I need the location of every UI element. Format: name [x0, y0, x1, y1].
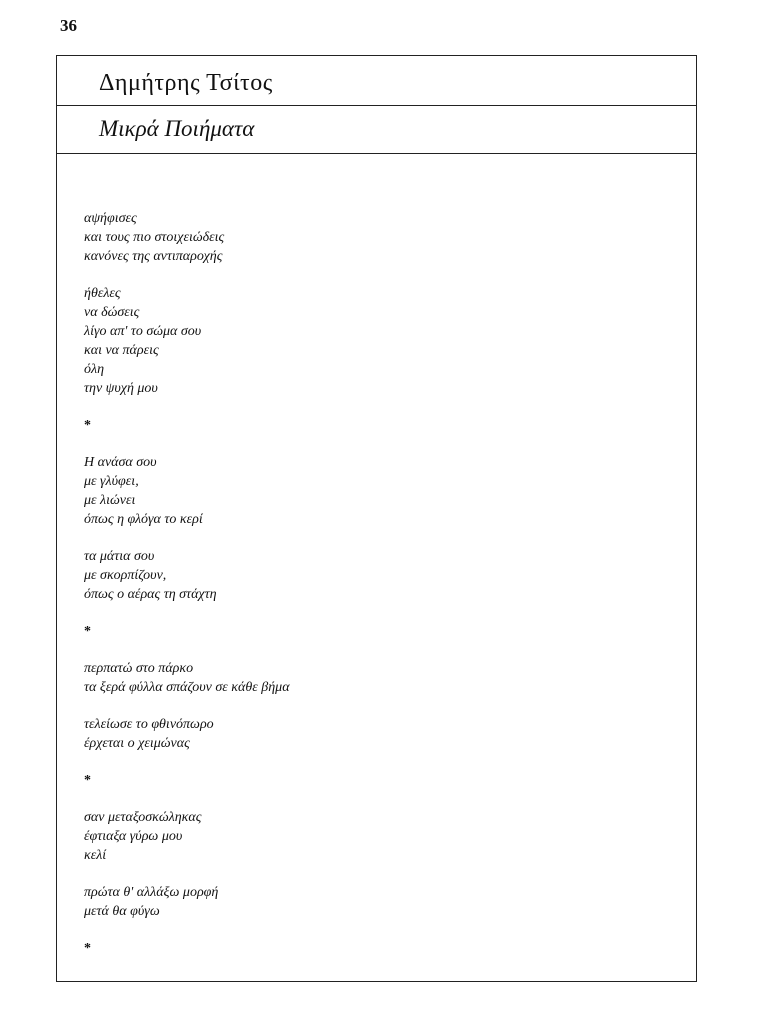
poem-line: όπως ο αέρας τη στάχτη [84, 587, 217, 602]
poem-line: τελείωσε το φθινόπωρο [84, 717, 214, 732]
poem-line: και τους πιο στοιχειώδεις [84, 230, 225, 245]
stanza [84, 883, 290, 921]
poem [84, 808, 290, 958]
stanza [84, 209, 290, 266]
stanza [84, 808, 290, 865]
poem-frame [56, 55, 697, 982]
asterisk-separator: * [84, 624, 91, 639]
author-row [57, 56, 696, 106]
poem-line: περπατώ στο πάρκο [84, 661, 194, 676]
stanza [84, 453, 290, 529]
poem-line: με γλύφει, [84, 474, 139, 489]
poem-line: με σκορπίζουν, [84, 568, 167, 583]
asterisk-separator: * [84, 773, 91, 788]
poem-line: σαν μεταξοσκώληκας [84, 810, 202, 825]
poem-line: και να πάρεις [84, 343, 159, 358]
asterisk-separator: * [84, 418, 91, 433]
poem-line: τα ξερά φύλλα σπάζουν σε κάθε βήμα [84, 680, 290, 695]
poem [84, 209, 290, 435]
title-row [57, 106, 696, 154]
poem-line: κανόνες της αντιπαροχής [84, 249, 223, 264]
stanza [84, 284, 290, 398]
asterisk-separator: * [84, 941, 91, 956]
poem [84, 659, 290, 790]
poem-line: Η ανάσα σου [84, 455, 157, 470]
poems-body [84, 209, 290, 976]
poem-line: ήθελες [84, 286, 121, 301]
poem-line: μετά θα φύγω [84, 904, 160, 919]
poem-line: όλη [84, 362, 105, 377]
poem-line: πρώτα θ' αλλάξω μορφή [84, 885, 219, 900]
stanza [84, 547, 290, 604]
poem-line: να δώσεις [84, 305, 140, 320]
poem-line: αψήφισες [84, 211, 137, 226]
poem-line: λίγο απ' το σώμα σου [84, 324, 202, 339]
page-number: 36 [60, 16, 77, 35]
poem-line: όπως η φλόγα το κερί [84, 512, 203, 527]
poem [84, 453, 290, 641]
poem-line: την ψυχή μου [84, 381, 158, 396]
author-name: Δημήτρης Τσίτος [99, 70, 273, 96]
poem-line: έρχεται ο χειμώνας [84, 736, 190, 751]
poem-line: κελί [84, 848, 107, 863]
poem-line: έφτιαξα γύρω μου [84, 829, 183, 844]
poem-line: τα μάτια σου [84, 549, 155, 564]
stanza [84, 659, 290, 697]
stanza [84, 715, 290, 753]
collection-title: Μικρά Ποιήματα [99, 116, 255, 141]
poem-line: με λιώνει [84, 493, 136, 508]
